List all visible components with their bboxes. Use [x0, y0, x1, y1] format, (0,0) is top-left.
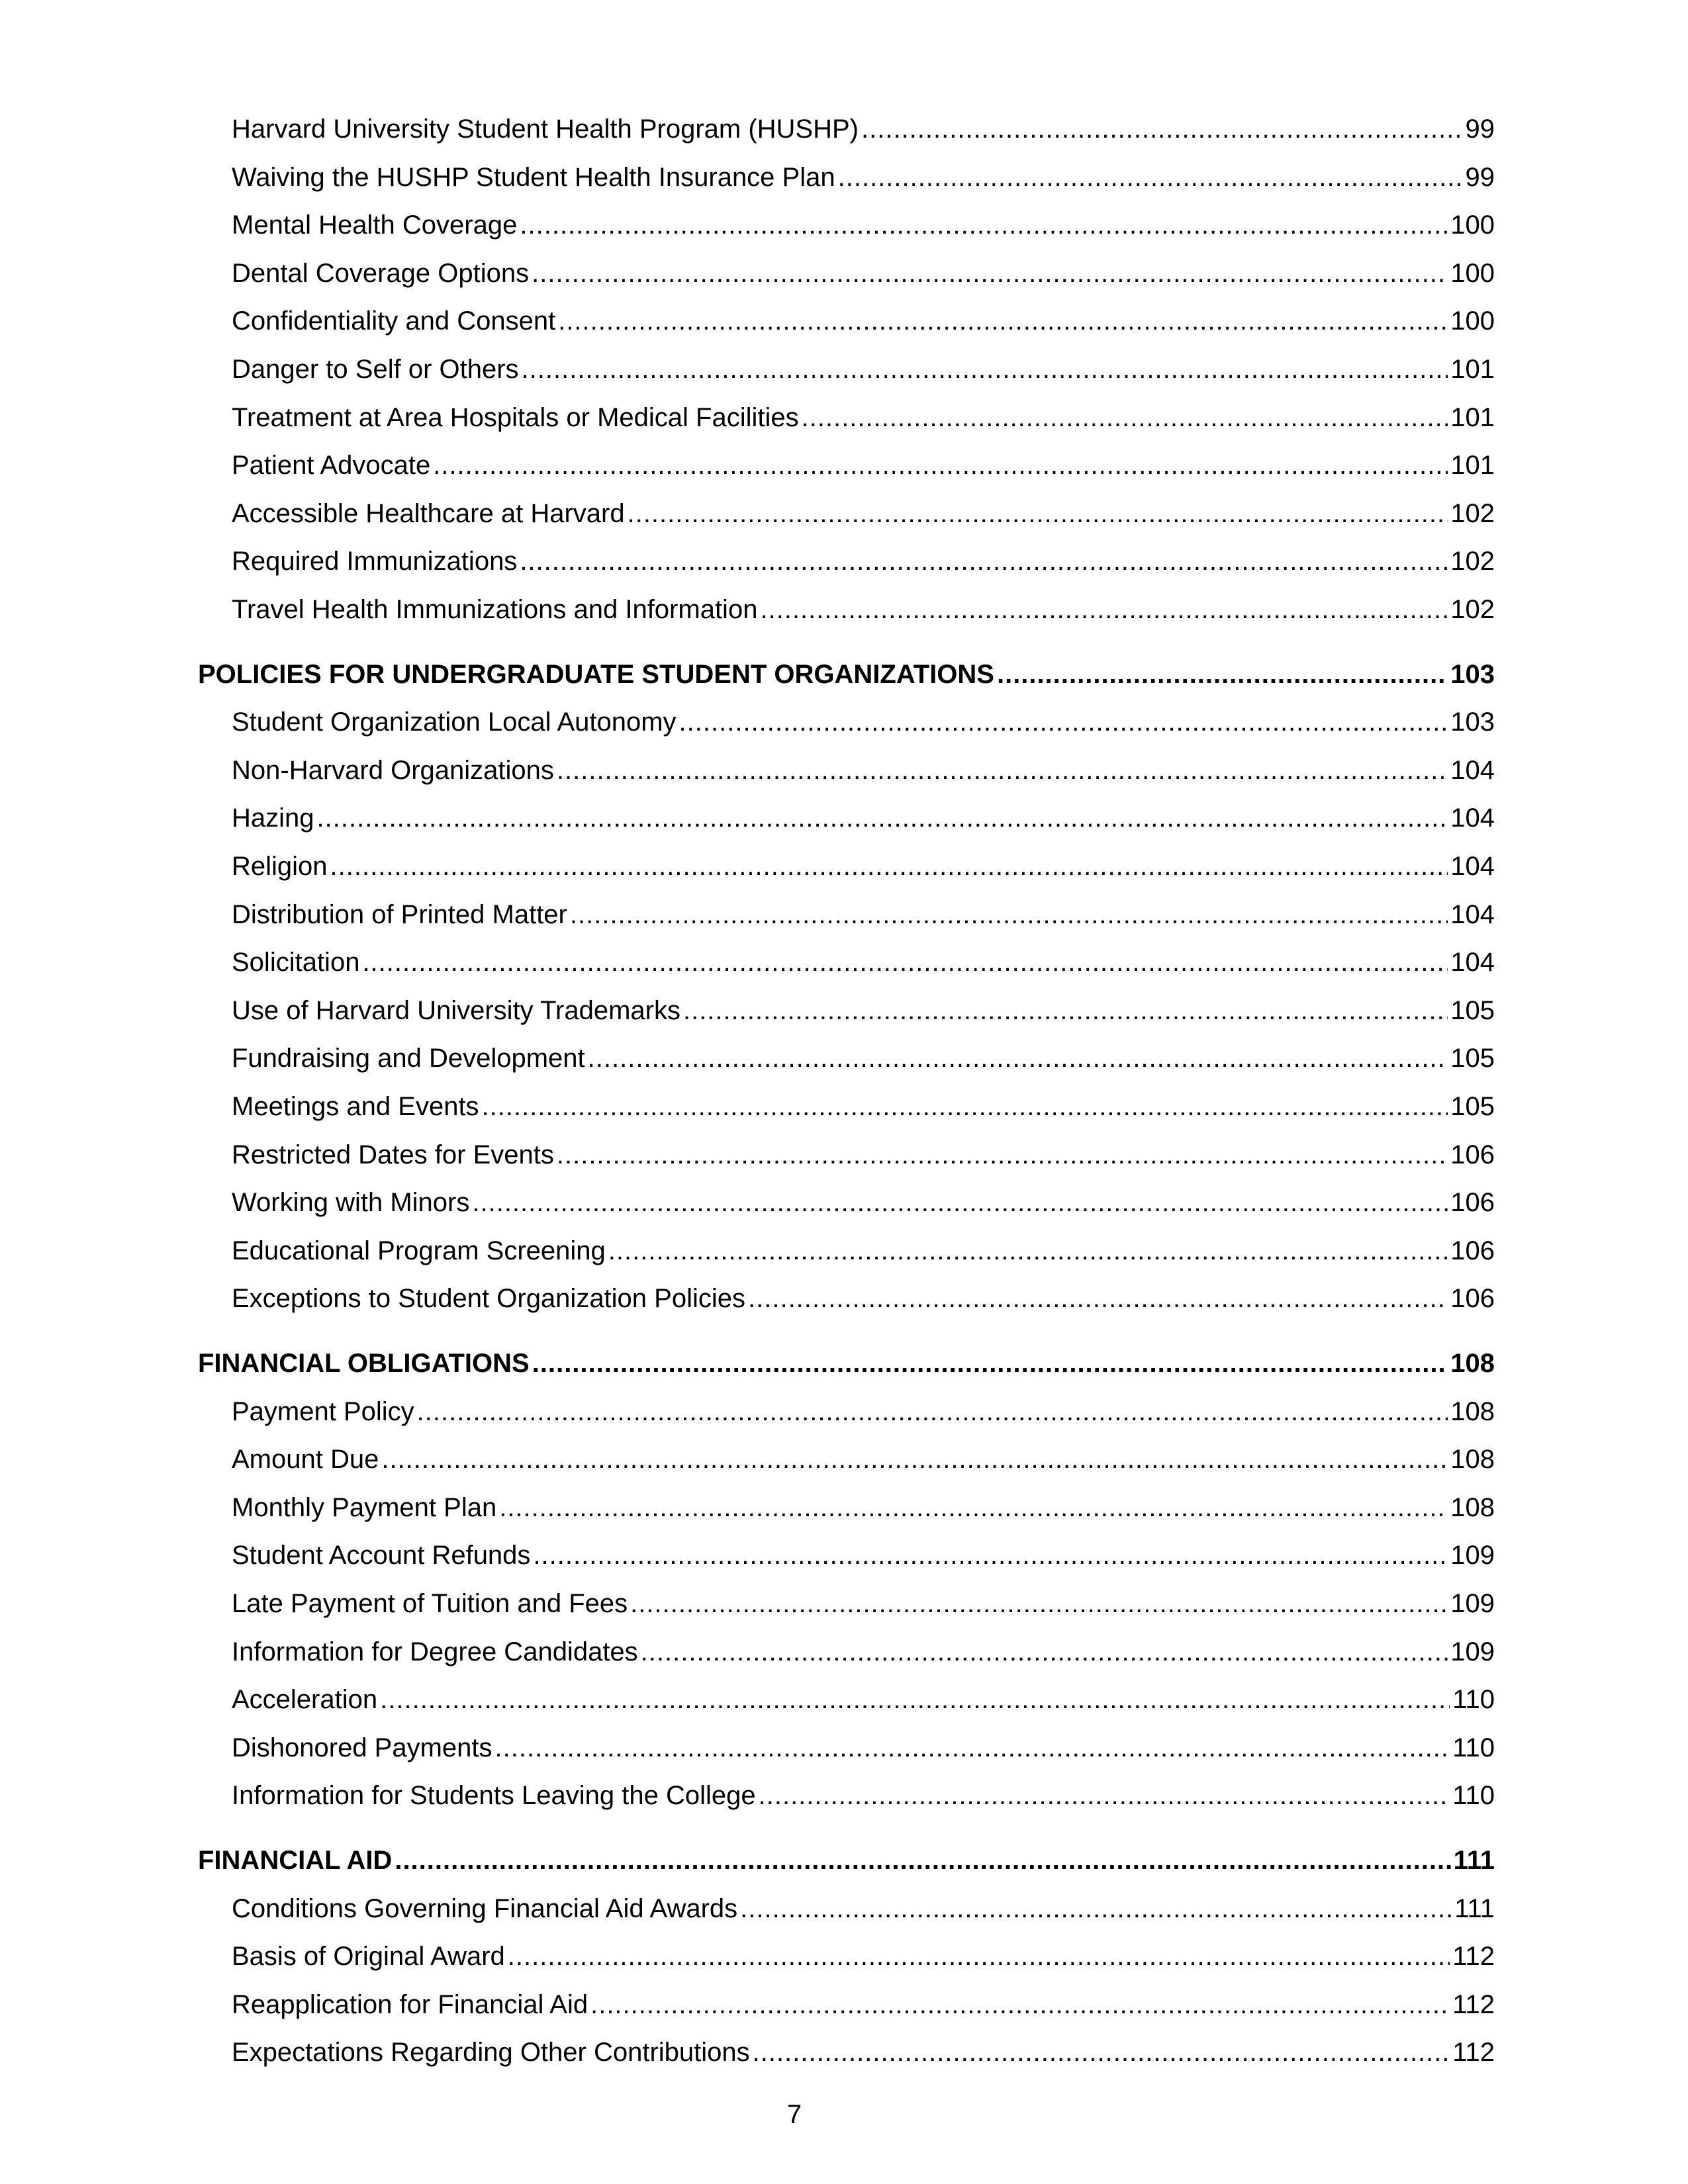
toc-entry-page: 106 [1450, 1188, 1495, 1218]
toc-entry-title: Amount Due [232, 1445, 379, 1475]
toc-entry-page: 100 [1450, 210, 1495, 240]
toc-entry-title: FINANCIAL OBLIGATIONS [198, 1349, 530, 1378]
dot-leader [628, 494, 1448, 533]
toc-entry [232, 751, 1495, 790]
dot-leader [330, 846, 1448, 886]
dot-leader [838, 158, 1463, 197]
toc-entry-title: Information for Students Leaving the College [232, 1781, 756, 1811]
toc-entry-page: 110 [1452, 1685, 1495, 1715]
toc-entry-title: Religion [232, 852, 328, 881]
dot-leader [380, 1680, 1450, 1719]
toc-entry-page: 110 [1452, 1781, 1495, 1811]
toc-entry-title: Accessible Healthcare at Harvard [232, 498, 625, 528]
toc-entry [232, 590, 1495, 629]
dot-leader [520, 541, 1448, 581]
toc-entry-page: 104 [1450, 803, 1495, 833]
toc-entry-title: Dental Coverage Options [232, 258, 530, 288]
dot-leader [557, 1135, 1448, 1175]
toc-entry-page: 101 [1450, 451, 1495, 480]
toc-entry-page: 104 [1450, 755, 1495, 785]
toc-entry [232, 1038, 1495, 1078]
dot-leader [608, 1231, 1448, 1271]
toc-entry-page: 108 [1450, 1445, 1495, 1475]
toc-entry [232, 494, 1495, 533]
toc-entry-page: 108 [1450, 1492, 1495, 1522]
dot-leader [495, 1728, 1450, 1768]
toc-entry [232, 1936, 1495, 1976]
toc-entry-title: Use of Harvard University Trademarks [232, 995, 680, 1025]
toc-entry-page: 105 [1450, 1044, 1495, 1073]
toc-entry-title: POLICIES FOR UNDERGRADUATE STUDENT ORGANIZATIONS [198, 659, 994, 689]
toc-entry-page: 99 [1465, 114, 1495, 144]
toc-entry-page: 100 [1450, 306, 1495, 336]
toc-entry [232, 1279, 1495, 1318]
toc-entry [232, 1584, 1495, 1623]
dot-leader [499, 1488, 1448, 1527]
toc-entry-page: 108 [1450, 1396, 1495, 1426]
toc-entry-title: Information for Degree Candidates [232, 1637, 638, 1666]
dot-leader [558, 301, 1448, 341]
toc-entry-page: 103 [1450, 707, 1495, 737]
toc-entry [232, 1728, 1495, 1768]
toc-section-heading [198, 1841, 1495, 1880]
dot-leader [630, 1584, 1448, 1623]
toc-entry-title: Distribution of Printed Matter [232, 899, 567, 929]
toc-entry-title: Danger to Self or Others [232, 355, 519, 384]
toc-entry [232, 702, 1495, 742]
dot-leader [570, 895, 1448, 934]
toc-entry-title: Expectations Regarding Other Contributions [232, 2038, 750, 2068]
toc-entry [232, 398, 1495, 437]
toc-entry-page: 102 [1450, 595, 1495, 624]
toc-entry-page: 112 [1452, 1942, 1495, 1972]
dot-leader [417, 1392, 1448, 1432]
toc-entry-title: Travel Health Immunizations and Information [232, 595, 758, 624]
toc-entry-page: 104 [1450, 899, 1495, 929]
dot-leader [433, 445, 1448, 485]
toc-entry-title: Meetings and Events [232, 1092, 479, 1121]
dot-leader [759, 1776, 1450, 1815]
toc-entry [232, 2032, 1495, 2072]
toc-entry [232, 1439, 1495, 1479]
toc-entry-title: Acceleration [232, 1685, 378, 1715]
toc-entry-title: Waiving the HUSHP Student Health Insurance Plan [232, 162, 835, 192]
toc-entry-page: 102 [1450, 547, 1495, 576]
toc-entry [232, 158, 1495, 197]
toc-entry-page: 102 [1450, 498, 1495, 528]
dot-leader [362, 942, 1448, 982]
toc-entry [232, 942, 1495, 982]
dot-leader [520, 205, 1448, 245]
toc-entry-title: Exceptions to Student Organization Policies [232, 1284, 745, 1314]
toc-section-heading [198, 1343, 1495, 1383]
toc-entry-page: 111 [1454, 1893, 1495, 1923]
toc-entry [232, 846, 1495, 886]
toc-entry-title: Hazing [232, 803, 314, 833]
toc-entry-title: FINANCIAL AID [198, 1846, 393, 1875]
toc-entry-page: 112 [1452, 2038, 1495, 2068]
toc-entry [232, 1535, 1495, 1575]
dot-leader [802, 398, 1448, 437]
toc-entry-title: Required Immunizations [232, 547, 518, 576]
dot-leader [508, 1936, 1450, 1976]
toc-entry-page: 104 [1450, 948, 1495, 978]
toc-entry [232, 1488, 1495, 1527]
toc-entry [232, 991, 1495, 1030]
toc-entry-title: Educational Program Screening [232, 1236, 606, 1265]
toc-entry [232, 1392, 1495, 1432]
toc-entry-title: Reapplication for Financial Aid [232, 1989, 588, 2019]
toc-entry-title: Monthly Payment Plan [232, 1492, 497, 1522]
toc-entry-title: Solicitation [232, 948, 360, 978]
toc-entry-page: 109 [1450, 1541, 1495, 1570]
toc-entry-page: 105 [1450, 1092, 1495, 1121]
dot-leader [381, 1439, 1448, 1479]
toc-entry [232, 253, 1495, 293]
dot-leader [753, 2032, 1450, 2072]
dot-leader [533, 1535, 1448, 1575]
dot-leader [760, 590, 1448, 629]
dot-leader [532, 1343, 1448, 1383]
toc-entry [232, 1183, 1495, 1222]
toc-entry [232, 1680, 1495, 1719]
toc-entry-title: Late Payment of Tuition and Fees [232, 1589, 628, 1618]
toc-entry-page: 106 [1450, 1236, 1495, 1265]
toc-entry [232, 798, 1495, 838]
toc-entry-page: 103 [1450, 659, 1495, 689]
toc-entry [232, 1985, 1495, 2025]
toc-entry-page: 105 [1450, 995, 1495, 1025]
toc-entry-page: 99 [1465, 162, 1495, 192]
toc-entry-title: Basis of Original Award [232, 1942, 505, 1972]
toc-entry [232, 541, 1495, 581]
toc-entry [232, 1632, 1495, 1672]
dot-leader [472, 1183, 1448, 1222]
toc-entry-title: Student Account Refunds [232, 1541, 531, 1570]
dot-leader [679, 702, 1448, 742]
dot-leader [748, 1279, 1448, 1318]
dot-leader [395, 1841, 1450, 1880]
dot-leader [740, 1889, 1452, 1929]
toc-entry [232, 301, 1495, 341]
dot-leader [588, 1038, 1448, 1078]
toc-entry-title: Student Organization Local Autonomy [232, 707, 677, 737]
dot-leader [557, 751, 1448, 790]
toc-section-heading [198, 655, 1495, 694]
toc-entry-title: Restricted Dates for Events [232, 1140, 554, 1169]
toc-entry [232, 349, 1495, 389]
dot-leader [997, 655, 1448, 694]
toc-entry-title: Patient Advocate [232, 451, 431, 480]
toc-entry-page: 112 [1452, 1989, 1495, 2019]
dot-leader [683, 991, 1448, 1030]
toc-entry-title: Working with Minors [232, 1188, 470, 1218]
toc-entry-page: 101 [1450, 355, 1495, 384]
toc-entry-title: Confidentiality and Consent [232, 306, 556, 336]
dot-leader [522, 349, 1448, 389]
toc-entry-page: 106 [1450, 1284, 1495, 1314]
toc-entry-title: Conditions Governing Financial Aid Awards [232, 1893, 738, 1923]
toc-entry [232, 1087, 1495, 1126]
toc-entry [232, 1135, 1495, 1175]
page-number: 7 [786, 2100, 802, 2129]
toc-entry-page: 109 [1450, 1637, 1495, 1666]
toc-entry-title: Fundraising and Development [232, 1044, 585, 1073]
dot-leader [532, 253, 1448, 293]
dot-leader [482, 1087, 1448, 1126]
toc-entry [232, 895, 1495, 934]
toc-entry-page: 101 [1450, 402, 1495, 432]
toc-entry-page: 111 [1453, 1846, 1495, 1875]
toc-entry [232, 205, 1495, 245]
toc-entry-title: Treatment at Area Hospitals or Medical Facilities [232, 402, 799, 432]
toc-entry-title: Non-Harvard Organizations [232, 755, 554, 785]
toc-entry-page: 108 [1450, 1349, 1495, 1378]
dot-leader [590, 1985, 1450, 2025]
dot-leader [861, 109, 1463, 149]
toc-entry-page: 109 [1450, 1589, 1495, 1618]
toc-entry-page: 106 [1450, 1140, 1495, 1169]
toc-entry [232, 1231, 1495, 1271]
dot-leader [317, 798, 1448, 838]
toc-entry-title: Harvard University Student Health Program (HUSHP) [232, 114, 859, 144]
toc-entry-title: Dishonored Payments [232, 1733, 492, 1762]
toc-entry [232, 1889, 1495, 1929]
toc-entry-page: 110 [1452, 1733, 1495, 1762]
toc-entry [232, 109, 1495, 149]
toc-entry-page: 100 [1450, 258, 1495, 288]
toc-entry [232, 1776, 1495, 1815]
toc-entry-page: 104 [1450, 852, 1495, 881]
toc-entry [232, 445, 1495, 485]
toc-entry-title: Mental Health Coverage [232, 210, 518, 240]
dot-leader [641, 1632, 1448, 1672]
toc-entry-title: Payment Policy [232, 1396, 414, 1426]
